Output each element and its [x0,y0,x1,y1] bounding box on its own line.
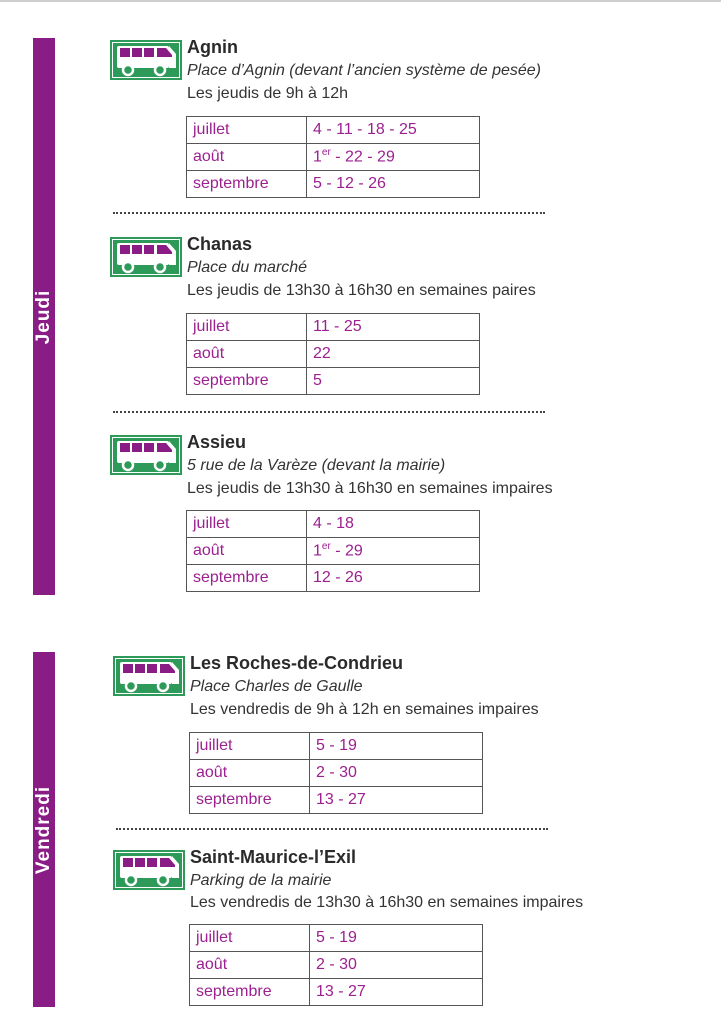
dates-cell: 2 - 30 [310,760,483,787]
stop-address: 5 rue de la Varèze (devant la mairie) [187,457,446,474]
dates-suffix: - 29 [330,542,363,560]
bus-icon [110,435,182,475]
bus-icon [113,850,185,890]
dotted-separator [116,828,548,830]
table-row [187,341,480,368]
month-cell: septembre [190,787,310,814]
bus-icon [113,656,185,696]
dates-cell: 4 - 11 - 18 - 25 [307,117,480,144]
stop-address: Place d’Agnin (devant l’ancien système de pesée) [187,62,541,79]
dates-cell: 5 - 12 - 26 [307,171,480,198]
stop-address: Place du marché [187,259,308,276]
stop-les-roches-de-condrieu [113,652,653,822]
month-table [186,510,480,592]
stop-address: Parking de la mairie [190,872,332,889]
month-cell: juillet [190,733,310,760]
month-cell: septembre [187,565,307,592]
dates-cell: 5 - 19 [310,733,483,760]
dates-cell: 12 - 26 [307,565,480,592]
dates-cell: 5 [307,368,480,395]
table-row [187,511,480,538]
stop-schedule: Les jeudis de 13h30 à 16h30 en semaines impaires [187,480,553,497]
day-label-thursday-text: Jeudi [33,289,54,344]
day-label-thursday [33,38,55,595]
table-row [187,117,480,144]
table-row [190,733,483,760]
bus-icon [110,237,182,277]
table-row [187,171,480,198]
dates-cell: 2 - 30 [310,952,483,979]
dates-cell: 5 - 19 [310,925,483,952]
table-row [190,979,483,1006]
stop-name: Saint-Maurice-l’Exil [190,847,357,867]
page-top-border [0,0,721,2]
dates-superscript: er [321,541,331,553]
dates-cell: 13 - 27 [310,787,483,814]
dates-cell: 11 - 25 [307,314,480,341]
month-cell: août [187,144,307,171]
table-row [187,314,480,341]
stop-schedule: Les vendredis de 9h à 12h en semaines impaires [190,701,539,718]
stop-name: Assieu [187,432,247,452]
dotted-separator [113,411,545,413]
table-row [187,538,480,565]
stop-chanas [110,233,610,403]
month-cell: juillet [187,117,307,144]
day-label-friday [33,652,55,1007]
dates-cell [307,144,480,171]
dotted-separator [113,212,545,214]
stop-saint-maurice-l-exil [113,846,673,1016]
bus-icon [110,40,182,80]
dates-cell: 22 [307,341,480,368]
month-cell: septembre [187,368,307,395]
month-cell: juillet [187,314,307,341]
table-row [190,787,483,814]
dates-suffix: - 22 - 29 [330,148,395,166]
month-cell: septembre [187,171,307,198]
stop-name: Les Roches-de-Condrieu [190,653,404,673]
stop-schedule: Les jeudis de 13h30 à 16h30 en semaines paires [187,282,536,299]
table-row [190,760,483,787]
table-row [190,925,483,952]
dates-prefix: 1 [313,542,322,560]
day-label-friday-text: Vendredi [33,785,54,874]
month-cell: août [190,952,310,979]
dates-cell: 4 - 18 [307,511,480,538]
stop-name: Chanas [187,234,253,254]
month-cell: août [187,341,307,368]
table-row [190,952,483,979]
month-cell: août [187,538,307,565]
stop-name: Agnin [187,37,238,57]
stop-address: Place Charles de Gaulle [190,678,363,695]
dates-cell [307,538,480,565]
dates-cell: 13 - 27 [310,979,483,1006]
table-row [187,368,480,395]
month-cell: septembre [190,979,310,1006]
stop-schedule: Les jeudis de 9h à 12h [187,85,349,102]
stop-assieu [110,431,630,601]
dates-superscript: er [321,147,331,159]
month-cell: juillet [187,511,307,538]
stop-schedule: Les vendredis de 13h30 à 16h30 en semaines impaires [190,894,584,911]
stop-agnin [110,36,610,206]
month-cell: août [190,760,310,787]
month-table [189,924,483,1006]
month-cell: juillet [190,925,310,952]
table-row [187,565,480,592]
table-row [187,144,480,171]
month-table [189,732,483,814]
month-table [186,313,480,395]
month-table [186,116,480,198]
dates-prefix: 1 [313,148,322,166]
